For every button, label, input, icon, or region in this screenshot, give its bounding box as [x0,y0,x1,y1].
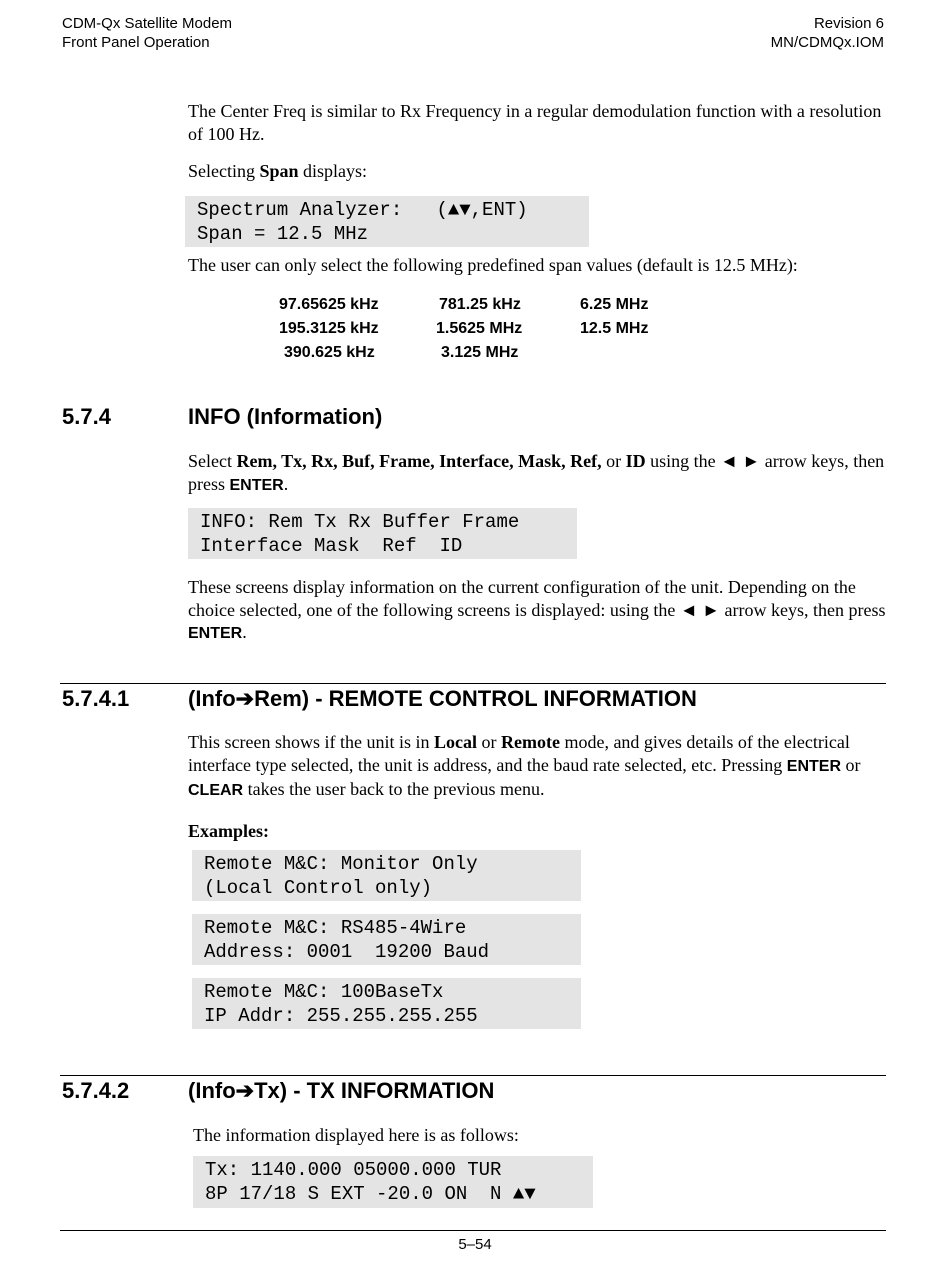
text-run: . [283,473,289,494]
span-values-paragraph: The user can only select the following predefined span values (default is 12.5 MHz): [188,255,798,275]
span-value: 390.625 kHz [284,344,375,361]
text-run-bold: Span [259,161,299,181]
section-title: (Info➔Tx) - TX INFORMATION [188,1078,495,1103]
text-run: This screen shows if the unit is in [188,732,434,752]
text-run: or [841,754,861,775]
lcd-line: INFO: Rem Tx Rx Buffer Frame [200,511,520,533]
text-run: or [476,732,501,752]
text-run-bold: Rem, Tx, Rx, Buf, Frame, Interface, Mask, Ref, [236,451,602,471]
section-number: 5.7.4.2 [62,1078,130,1103]
doc-number: MN/CDMQx.IOM [770,34,884,51]
selecting-span-paragraph [188,160,888,183]
lcd-line: Interface Mask Ref ID [200,535,463,557]
text-run: mode, and gives details of the electrical interface type selected, the unit is address, and the baud rate selected, etc. Pressing [188,732,850,775]
info-select-paragraph [188,450,888,497]
center-freq-paragraph: The Center Freq is similar to Rx Frequency in a regular demodulation function with a resolution of 100 Hz. [188,101,882,144]
key-enter: ENTER [188,625,243,642]
lcd-line: Remote M&C: Monitor Only [204,853,478,875]
remote-info-paragraph [188,731,888,803]
span-value: 12.5 MHz [580,320,649,337]
span-value: 6.25 MHz [580,296,649,313]
text-run-bold: Local [433,732,477,752]
text-run-bold: ID [625,451,646,471]
lcd-line: Span = 12.5 MHz [197,223,369,245]
info-screens-paragraph [188,576,888,646]
text-run: These screens display information on the current configuration of the unit. Depending on the choice selected, one of the following screens is displayed: using the ◄ ► arrow keys, then press [188,577,886,620]
lcd-line: IP Addr: 255.255.255.255 [204,1005,478,1027]
text-run: or [601,451,626,471]
lcd-tx-info [193,1156,593,1208]
section-title: INFO (Information) [188,404,383,429]
lcd-line: Remote M&C: RS485-4Wire [204,917,467,939]
text-run: . [242,622,247,642]
section-title: (Info➔Rem) - REMOTE CONTROL INFORMATION [188,686,697,711]
lcd-line: 8P 17/18 S EXT -20.0 ON N ▲▼ [205,1183,536,1205]
text-run: Selecting [188,161,260,181]
key-enter: ENTER [786,757,842,775]
lcd-info-menu [188,508,577,559]
text-run: Select [188,451,237,471]
examples-label: Examples: [188,821,269,841]
lcd-line: Spectrum Analyzer: (▲▼,ENT) [197,199,528,221]
lcd-line: Tx: 1140.000 05000.000 TUR [205,1159,502,1181]
key-enter: ENTER [229,476,284,494]
lcd-line: (Local Control only) [204,877,433,899]
span-value: 1.5625 MHz [436,320,523,337]
page-number: 5–54 [458,1236,492,1253]
header-right [771,14,884,52]
footer-rule [60,1230,886,1231]
lcd-remote-example-2 [192,914,581,965]
section-number: 5.7.4.1 [62,686,130,711]
lcd-line: Remote M&C: 100BaseTx [204,981,444,1003]
lcd-remote-example-1 [192,850,581,901]
tx-info-paragraph: The information displayed here is as follows: [193,1125,519,1145]
span-values-table [0,293,950,367]
doc-revision: Revision 6 [813,15,884,32]
lcd-line: Address: 0001 19200 Baud [204,941,490,963]
span-value: 195.3125 kHz [279,320,379,337]
section-number: 5.7.4 [62,404,111,429]
span-value: 3.125 MHz [441,344,519,361]
text-run-bold: Remote [500,732,560,752]
lcd-spectrum-analyzer [185,196,589,247]
section-rule [60,1075,886,1076]
lcd-remote-example-3 [192,978,581,1029]
doc-section: Front Panel Operation [62,34,210,51]
text-run: takes the user back to the previous menu. [243,779,545,799]
text-run: displays: [298,161,368,181]
section-rule [60,683,886,684]
doc-title: CDM-Qx Satellite Modem [62,15,233,32]
text-run: using the ◄ ► arrow keys, then press [188,451,885,494]
span-value: 781.25 kHz [439,296,521,313]
span-value: 97.65625 kHz [279,296,379,313]
header-left [62,14,232,52]
key-clear: CLEAR [188,782,244,799]
